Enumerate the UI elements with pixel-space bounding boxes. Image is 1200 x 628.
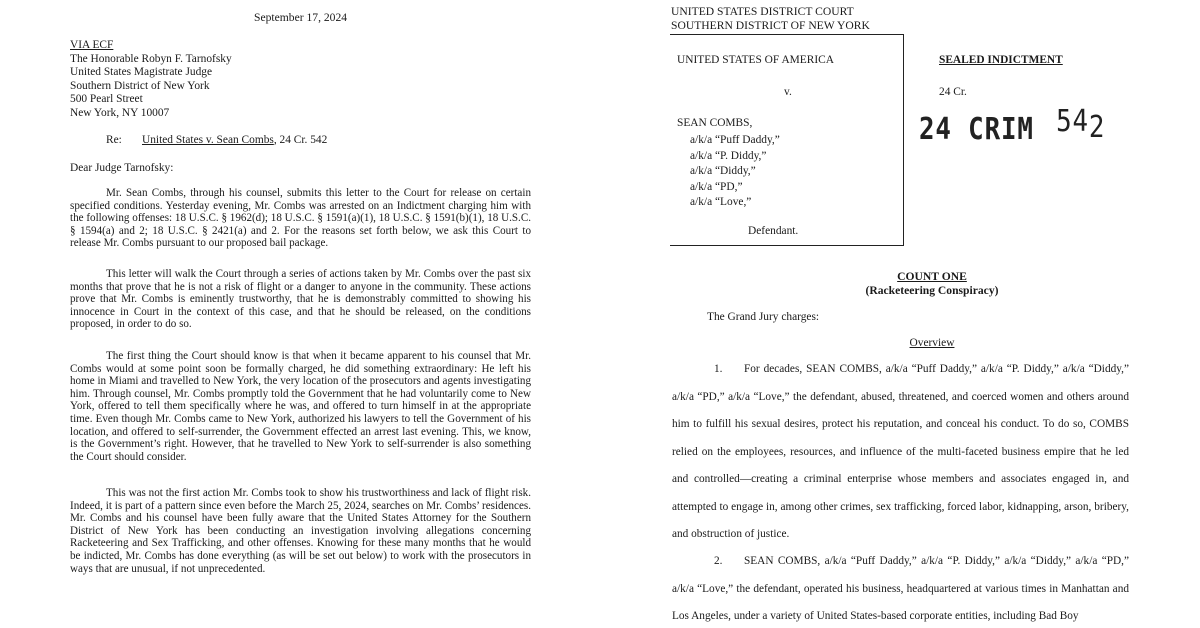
indictment-paragraph: [672, 356, 1129, 549]
caption-vertical-rule: [903, 34, 904, 246]
stamp-prefix: 24 CRIM: [919, 112, 1034, 147]
plaintiff: UNITED STATES OF AMERICA: [677, 54, 834, 66]
letter-paragraph: The first thing the Court should know is that when it became apparent to his counsel that Mr. Combs would at some point soon be formally charged, he did something extraordinary: He left his home in Miami and travelled to New York, the very location of the prosecutors and agents investigating him. Through counsel, Mr. Combs promptly told the Government that he had voluntarily come to New York, offered to tell them specifically where he was, and offered to turn himself in at the appropriate time. Even though Mr. Combs came to New York, authorized his lawyers to tell the Government of his location, and offered to self-surrender, the Government effected an arrest last evening. This, we know, is the Government’s right. However, that he travelled to New York to self-surrender is also something the Court should consider.: [70, 350, 531, 463]
letter-paragraph: This was not the first action Mr. Combs took to show his trustworthiness and lack of flight risk. Indeed, it is part of a pattern since even before the March 25, 2024, searches on Mr. Combs’ residences. Mr. Combs and his counsel have been fully aware that the United States Attorney for the Southern District of New York has been conducting an investigation involving allegations concerning Racketeering and Sex Trafficking, and other offenses. Knowing for these many months that he would be indicted, Mr. Combs has done everything (as will be set out below) to work with the prosecutors in ways that are unusual, if not unprecedented.: [70, 487, 531, 575]
paragraph-text: SEAN COMBS, a/k/a “Puff Daddy,” a/k/a “P. Diddy,” a/k/a “Diddy,” a/k/a “PD,” a/k/a “Love,” the defendant, operated his business, headquartered at various times in Manhattan and Los Angeles, under a variety of United States-based corporate entities, including Bad Boy: [672, 555, 1129, 622]
caption-bottom-rule: [670, 245, 904, 246]
re-line: [70, 134, 327, 146]
grand-jury-line: The Grand Jury charges:: [707, 311, 820, 323]
court-district: SOUTHERN DISTRICT OF NEW YORK: [671, 19, 870, 32]
delivery-method: VIA ECF: [70, 39, 114, 51]
stamp-number: 54: [1056, 104, 1089, 139]
alias-list: [690, 133, 780, 211]
paragraph-number: 1.: [714, 363, 723, 375]
address-line: New York, NY 10007: [70, 106, 170, 119]
address-line: Southern District of New York: [70, 79, 210, 92]
re-label: Re:: [106, 134, 122, 146]
defendant-label: Defendant.: [748, 225, 799, 237]
indictment-page: [600, 0, 1200, 628]
alias: a/k/a “Puff Daddy,”: [690, 134, 780, 146]
court-heading: [671, 5, 870, 33]
alias: a/k/a “P. Diddy,”: [690, 149, 767, 162]
court-name: UNITED STATES DISTRICT COURT: [671, 5, 854, 18]
count-subtitle: (Racketeering Conspiracy): [865, 283, 999, 297]
address-line: United States Magistrate Judge: [70, 66, 213, 79]
document-type: SEALED INDICTMENT: [939, 54, 1063, 66]
letter-date: September 17, 2024: [254, 11, 348, 24]
letter-address-block: [70, 39, 232, 121]
case-short-number: 24 Cr.: [939, 86, 967, 98]
paragraph-number: 2.: [714, 555, 723, 567]
indictment-paragraph: [672, 548, 1129, 628]
caption-top-rule: [670, 34, 904, 35]
overview-heading: Overview: [909, 337, 955, 349]
count-heading: [832, 270, 1032, 297]
paragraph-text: For decades, SEAN COMBS, a/k/a “Puff Daddy,” a/k/a “P. Diddy,” a/k/a “Diddy,” a/k/a “PD,” a/k/a “Love,” the defendant, abused, threatened, and coerced women and others around him to fulfill his sexual desires, protect his reputation, and conceal his conduct. To do so, COMBS relied on the employees, resources, and influence of the multi-faceted business empire that he led and controlled—creating a criminal enterprise whose members and associates engaged in, and attempted to engage in, among other crimes, sex trafficking, forced labor, kidnapping, arson, bribery, and obstruction of justice.: [672, 363, 1129, 540]
address-line: 500 Pearl Street: [70, 93, 143, 106]
alias: a/k/a “Diddy,”: [690, 165, 756, 178]
salutation: Dear Judge Tarnofsky:: [70, 162, 174, 174]
alias: a/k/a “Love,”: [690, 196, 752, 209]
address-line: The Honorable Robyn F. Tarnofsky: [70, 52, 232, 65]
case-number-stamp: [919, 104, 1106, 147]
re-case-number: , 24 Cr. 542: [273, 134, 328, 146]
letter-paragraph: This letter will walk the Court through a series of actions taken by Mr. Combs over the past six months that prove that he is not a risk of flight or a danger to anyone in the community. These actions prove that Mr. Combs is eminently trustworthy, that he is demonstrably committed to showing his innocence in Court in the context of this case, and that he should be released, on the conditions proposed, in order to do so.: [70, 268, 531, 331]
re-case-name: United States v. Sean Combs: [142, 134, 274, 146]
letter-paragraph: Mr. Sean Combs, through his counsel, submits this letter to the Court for release on certain specified conditions. Yesterday evening, Mr. Combs was arrested on an Indictment charging him with the following offenses: 18 U.S.C. § 1962(d); 18 U.S.C. § 1591(a)(1), 18 U.S.C. § 1591(b)(1), 18 U.S.C. § 1594(a) and 2; 18 U.S.C. § 2421(a) and 2. For the reasons set forth below, we ask this Court to release Mr. Combs pursuant to our proposed bail package.: [70, 187, 531, 250]
stamp-number-last: 2: [1088, 110, 1106, 145]
versus: v.: [784, 86, 792, 98]
alias: a/k/a “PD,”: [690, 180, 743, 193]
defendant-name: SEAN COMBS,: [677, 117, 753, 129]
count-title: COUNT ONE: [897, 270, 967, 283]
